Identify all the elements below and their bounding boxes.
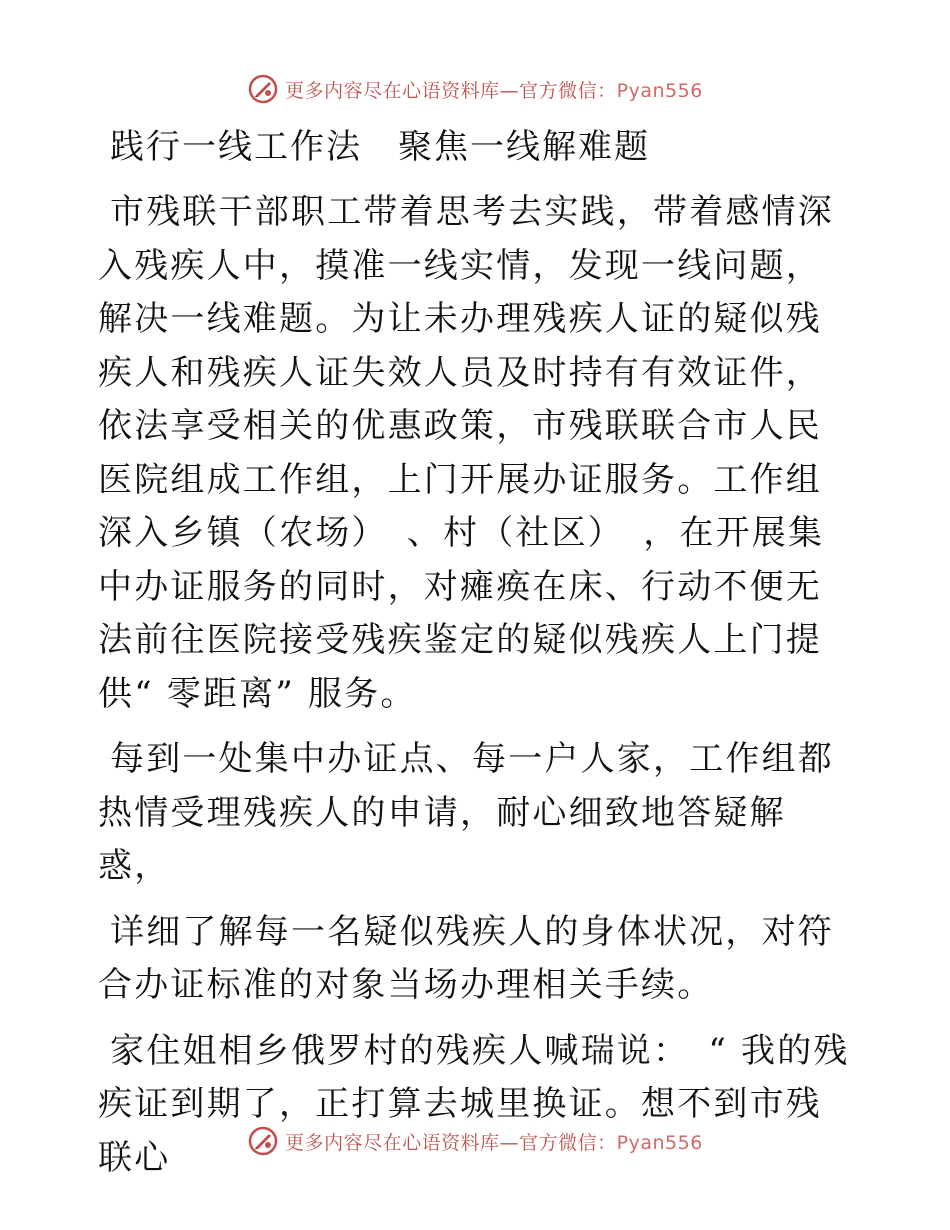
watermark-label: 更多内容尽在心语资料库—官方微信：: [285, 79, 617, 102]
watermark-label: 更多内容尽在心语资料库—官方微信：: [285, 1131, 617, 1154]
watermark-wechat-id: Pyan556: [616, 1131, 703, 1154]
watermark-footer: [0, 1124, 950, 1158]
watermark-header: [0, 72, 950, 106]
watermark-wechat-id: Pyan556: [616, 79, 703, 102]
watermark-text: [285, 76, 703, 103]
library-logo-icon: [247, 73, 279, 105]
library-logo-icon: [247, 1125, 279, 1157]
watermark-text: [285, 1128, 703, 1155]
paragraph-3: [98, 906, 858, 1013]
document-title: 践行一线工作法 聚焦一线解难题: [110, 127, 650, 167]
paragraph-2: [98, 733, 858, 894]
paragraph-1: [98, 186, 858, 721]
paragraph-4: [98, 1025, 858, 1186]
paragraph-4-text: 家住姐相乡俄罗村的残疾人喊瑞说： “ 我的残疾证到期了，正打算去城里换证。想不到市残联心: [98, 1030, 850, 1178]
paragraph-1-text: 市残联干部职工带着思考去实践，带着感情深入残疾人中，摸准一线实情，发现一线问题，解决一线难题。为让未办理残疾人证的疑似残疾人和残疾人证失效人员及时持有有效证件，依法享受相关的优惠政策，市残联联合市人民医院组成工作组，上门开展办证服务。工作组深入乡镇（农场） 、村（社区） ，在开展集中办证服务的同时，对瘫痪在床、行动不便无法前往医院接受残疾鉴定的疑似残疾人上门提供“ 零距离” 服务。: [98, 192, 834, 714]
document-body: [98, 118, 858, 1197]
paragraph-3-text: 详细了解每一名疑似残疾人的身体状况，对符合办证标准的对象当场办理相关手续。: [98, 911, 834, 1005]
paragraph-2-text: 每到一处集中办证点、每一户人家，工作组都热情受理残疾人的申请，耐心细致地答疑解惑，: [98, 739, 834, 886]
